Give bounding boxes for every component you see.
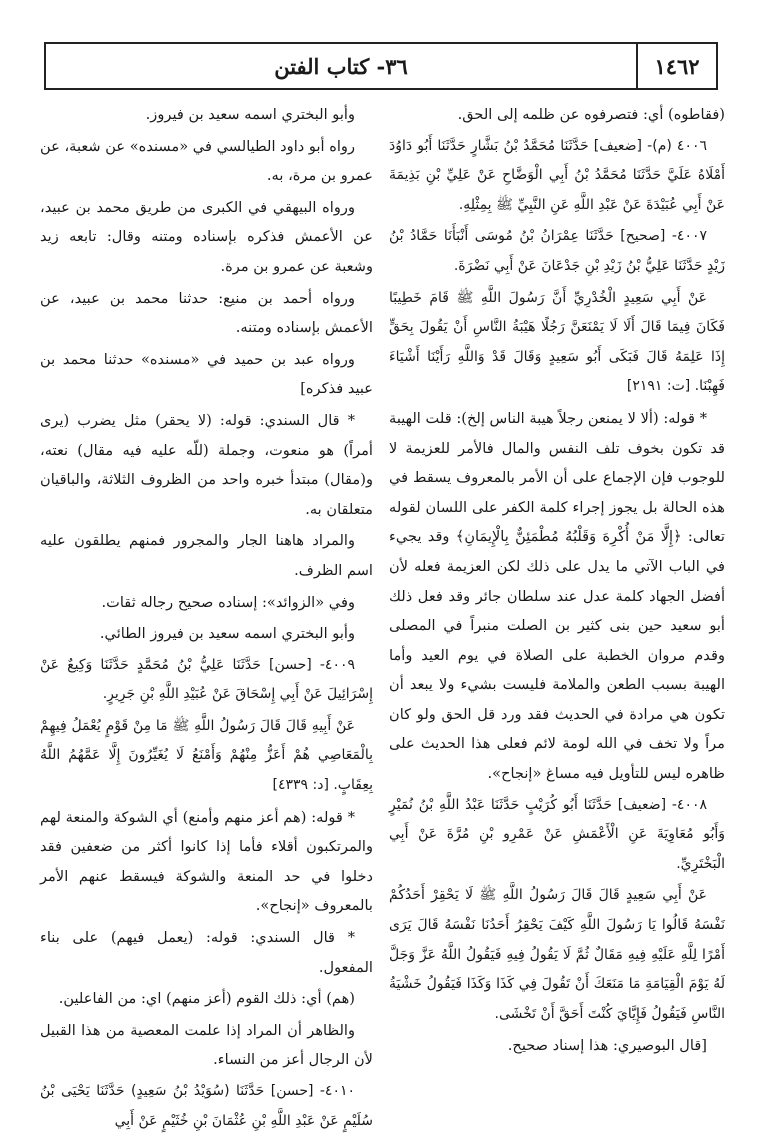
chapter-title: ٣٦- كتاب الفتن xyxy=(274,53,408,79)
commentary: ورواه أحمد بن منيع: حدثنا محمد بن عبيد، عن الأعمش بإسناده ومتنه. xyxy=(40,289,373,337)
hadith-matn: عَنْ أَبِي سَعِيدٍ الْخُدْرِيِّ أَنَّ رَسُولَ اللَّهِ ﷺ قَامَ خَطِيبًا فَكَانَ فِيمَا قَالَ أَلَا لَا يَمْنَعَنَّ رَجُلًا هَيْبَةُ النَّاسِ أَنْ يَقُولَ بِحَقٍّ إِذَا عَلِمَهُ قَالَ فَبَكَى أَبُو سَعِيدٍ وَقَالَ قَدْ وَاللَّهِ رَأَيْنَا أَشْيَاءَ فَهِبْنَا. [ت: ٢١٩١] xyxy=(389,289,725,395)
hadith-matn: عَنْ أَبِي سَعِيدٍ قَالَ قَالَ رَسُولُ اللَّهِ ﷺ لَا يَحْقِرْ أَحَدُكُمْ نَفْسَهُ قَالُوا يَا رَسُولَ اللَّهِ كَيْفَ يَحْقِرُ أَحَدُنَا نَفْسَهُ قَالَ يَرَى أَمْرًا لِلَّهِ عَلَيْهِ فِيهِ مَقَالٌ ثُمَّ لَا يَقُولُ فِيهِ فَيَقُولُ اللَّهُ عَزَّ وَجَلَّ لَهُ يَوْمَ الْقِيَامَةِ مَا مَنَعَكَ أَنْ تَقُولَ فِي كَذَا وَكَذَا فَيَقُولُ خَشْيَةُ النَّاسِ فَيَقُولُ فَإِيَّايَ كُنْتَ أَحَقَّ أَنْ تَخْشَى. xyxy=(389,887,725,1022)
commentary: [قال البوصيري: هذا إسناد صحيح. xyxy=(507,1037,707,1055)
hadith-isnad: ٤٠٠٨- [ضعيف] حَدَّثَنَا أَبُو كُرَيْبٍ حَدَّثَنَا عَبْدُ اللَّهِ بْنُ نُمَيْرٍ وَأَبُو مُعَاوِيَةَ عَنِ الْأَعْمَشِ عَنْ عَمْرِو بْنِ مُرَّةَ عَنْ أَبِي الْبَخْتَرِيِّ. xyxy=(389,796,725,872)
commentary: * قال السندي: قوله: (يعمل فيهم) على بناء المفعول. xyxy=(40,929,373,976)
hadith-isnad: ٤٠١٠- [حسن] حَدَّثَنَا (سُوَيْدُ بْنُ سَعِيدٍ) حَدَّثَنَا يَحْيَى بْنُ سُلَيْمٍ عَنْ عَبْدِ اللَّهِ بْنِ عُثْمَانَ بْنِ خُثَيْمٍ عَنْ أَبِي xyxy=(40,1083,373,1129)
hadith-isnad: ٤٠٠٦ (م)- [ضعيف] حَدَّثَنَا مُحَمَّدُ بْنُ بَشَّارٍ حَدَّثَنَا أَبُو دَاوُدَ أَمْلَاهُ عَلَيَّ حَدَّثَنَا مُحَمَّدُ بْنُ أَبِي الْوَضَّاحِ عَنْ عَلِيِّ بْنِ بَذِيمَةَ عَنْ أَبِي عُبَيْدَةَ عَنْ عَبْدِ اللَّهِ عَنِ النَّبِيِّ ﷺ بِمِثْلِهِ. xyxy=(389,137,725,213)
page-header xyxy=(44,42,718,90)
commentary: وأبو البختري اسمه سعيد بن فيروز. xyxy=(145,106,355,123)
commentary: وفي «الزوائد»: إسناده صحيح رجاله ثقات. xyxy=(101,593,355,611)
commentary: (هم) أي: ذلك القوم (أعز منهم) اي: من الفاعلين. xyxy=(58,990,355,1008)
commentary: والظاهر أن المراد إذا علمت المعصية من هذا القبيل لأن الرجال أعز من النساء. xyxy=(40,1021,373,1069)
left-column xyxy=(40,100,373,1129)
commentary: والمراد هاهنا الجار والمجرور فمنهم يطلقون عليه اسم الظرف. xyxy=(40,532,373,579)
hadith-matn: عَنْ أَبِيهِ قَالَ قَالَ رَسُولُ اللَّهِ ﷺ مَا مِنْ قَوْمٍ يُعْمَلُ فِيهِمْ بِالْمَعَاصِي هُمْ أَعَزُّ مِنْهُمْ وَأَمْنَعُ لَا يُغَيِّرُونَ إِلَّا عَمَّهُمُ اللَّهُ بِعِقَابٍ. [د: ٤٣٣٩] xyxy=(40,717,373,794)
hadith-isnad: ٤٠٠٧- [صحيح] حَدَّثَنَا عِمْرَانُ بْنُ مُوسَى أَنْبَأَنَا حَمَّادُ بْنُ زَيْدٍ حَدَّثَنَا عَلِيُّ بْنُ زَيْدِ بْنِ جَدْعَانَ عَنْ أَبِي نَضْرَةَ. xyxy=(389,228,725,274)
commentary: * قوله: (هم أعز منهم وأمنع) أي الشوكة والمنعة لهم والمرتكبون أقلاء فأما إذا كانوا أكثر من ضعفين فقد دخلوا في حد المنعة والشوكة فيسقط عنهم الأمر بالمعروف «إنجاح». xyxy=(40,808,373,915)
right-column xyxy=(389,100,725,1085)
commentary: وأبو البختري اسمه سعيد بن فيروز الطائي. xyxy=(99,625,355,643)
commentary: ورواه البيهقي في الكبرى من طريق محمد بن عبيد، عن الأعمش فذكره بإسناده ومتنه وقال: تابعه زيد وشعبة عن عمرو بن مرة. xyxy=(40,198,373,275)
commentary: ورواه عبد بن حميد في «مسنده» حدثنا محمد بن عبيد فذكره] xyxy=(40,350,373,398)
commentary: * قوله: (ألا لا يمنعن رجلاً هيبة الناس إلخ): قلت الهيبة قد تكون بخوف تلف النفس والمال فالأمر للعزيمة لا للوجوب فإن الإجماع على أن الأمر بالمعروف يسقط في هذه الحالة بل يجوز إجراء كلمة الكفر على اللسان لقوله تعالى: ﴿إِلَّا مَنْ أُكْرِهَ وَقَلْبُهُ مُطْمَئِنٌّ بِالْإِيمَانِ﴾ وقد يجيء في الباب الآتي ما يدل على ذلك لكن العزيمة فعله لأن أفضل الجهاد كلمة عدل عند سلطان جائر وقد فعل ذلك أبو سعيد حين بنى كثير بن الصلت منبراً في المصلى وقدم مروان الخطبة على الصلاة في يوم العيد وأما الهيبة بسبب الطعن والملامة فليست بشيء ولا يبعد أن تكون هي مرادة في الحديث فقد ورد قل الحق ولو كان مراً ولا تخف في الله لومة لائم فعلى هذا الحديث على ظاهره ليس للتأويل فيه مساغ «إنجاح». xyxy=(389,409,725,783)
paragraph: (فقاطوه) أي: فتصرفوه عن ظلمه إلى الحق. xyxy=(457,106,725,123)
commentary: * قال السندي: قوله: (لا يحقر) مثل يضرب (يرى أمراً) هو منعوت، وجملة (للّه عليه فيه مقال) نعته، و(مقال) مبتدأ خبره واحد من الظروف الثلاثة، والباقيان متعلقان به. xyxy=(40,411,373,518)
page-number: ١٤٦٢ xyxy=(636,44,716,88)
hadith-isnad: ٤٠٠٩- [حسن] حَدَّثَنَا عَلِيُّ بْنُ مُحَمَّدٍ حَدَّثَنَا وَكِيعٌ عَنْ إِسْرَائِيلَ عَنْ أَبِي إِسْحَاقَ عَنْ عُبَيْدِ اللَّهِ بْنِ جَرِيرٍ. xyxy=(40,656,373,703)
commentary: رواه أبو داود الطيالسي في «مسنده» عن شعبة، عن عمرو بن مرة، به. xyxy=(40,137,373,185)
